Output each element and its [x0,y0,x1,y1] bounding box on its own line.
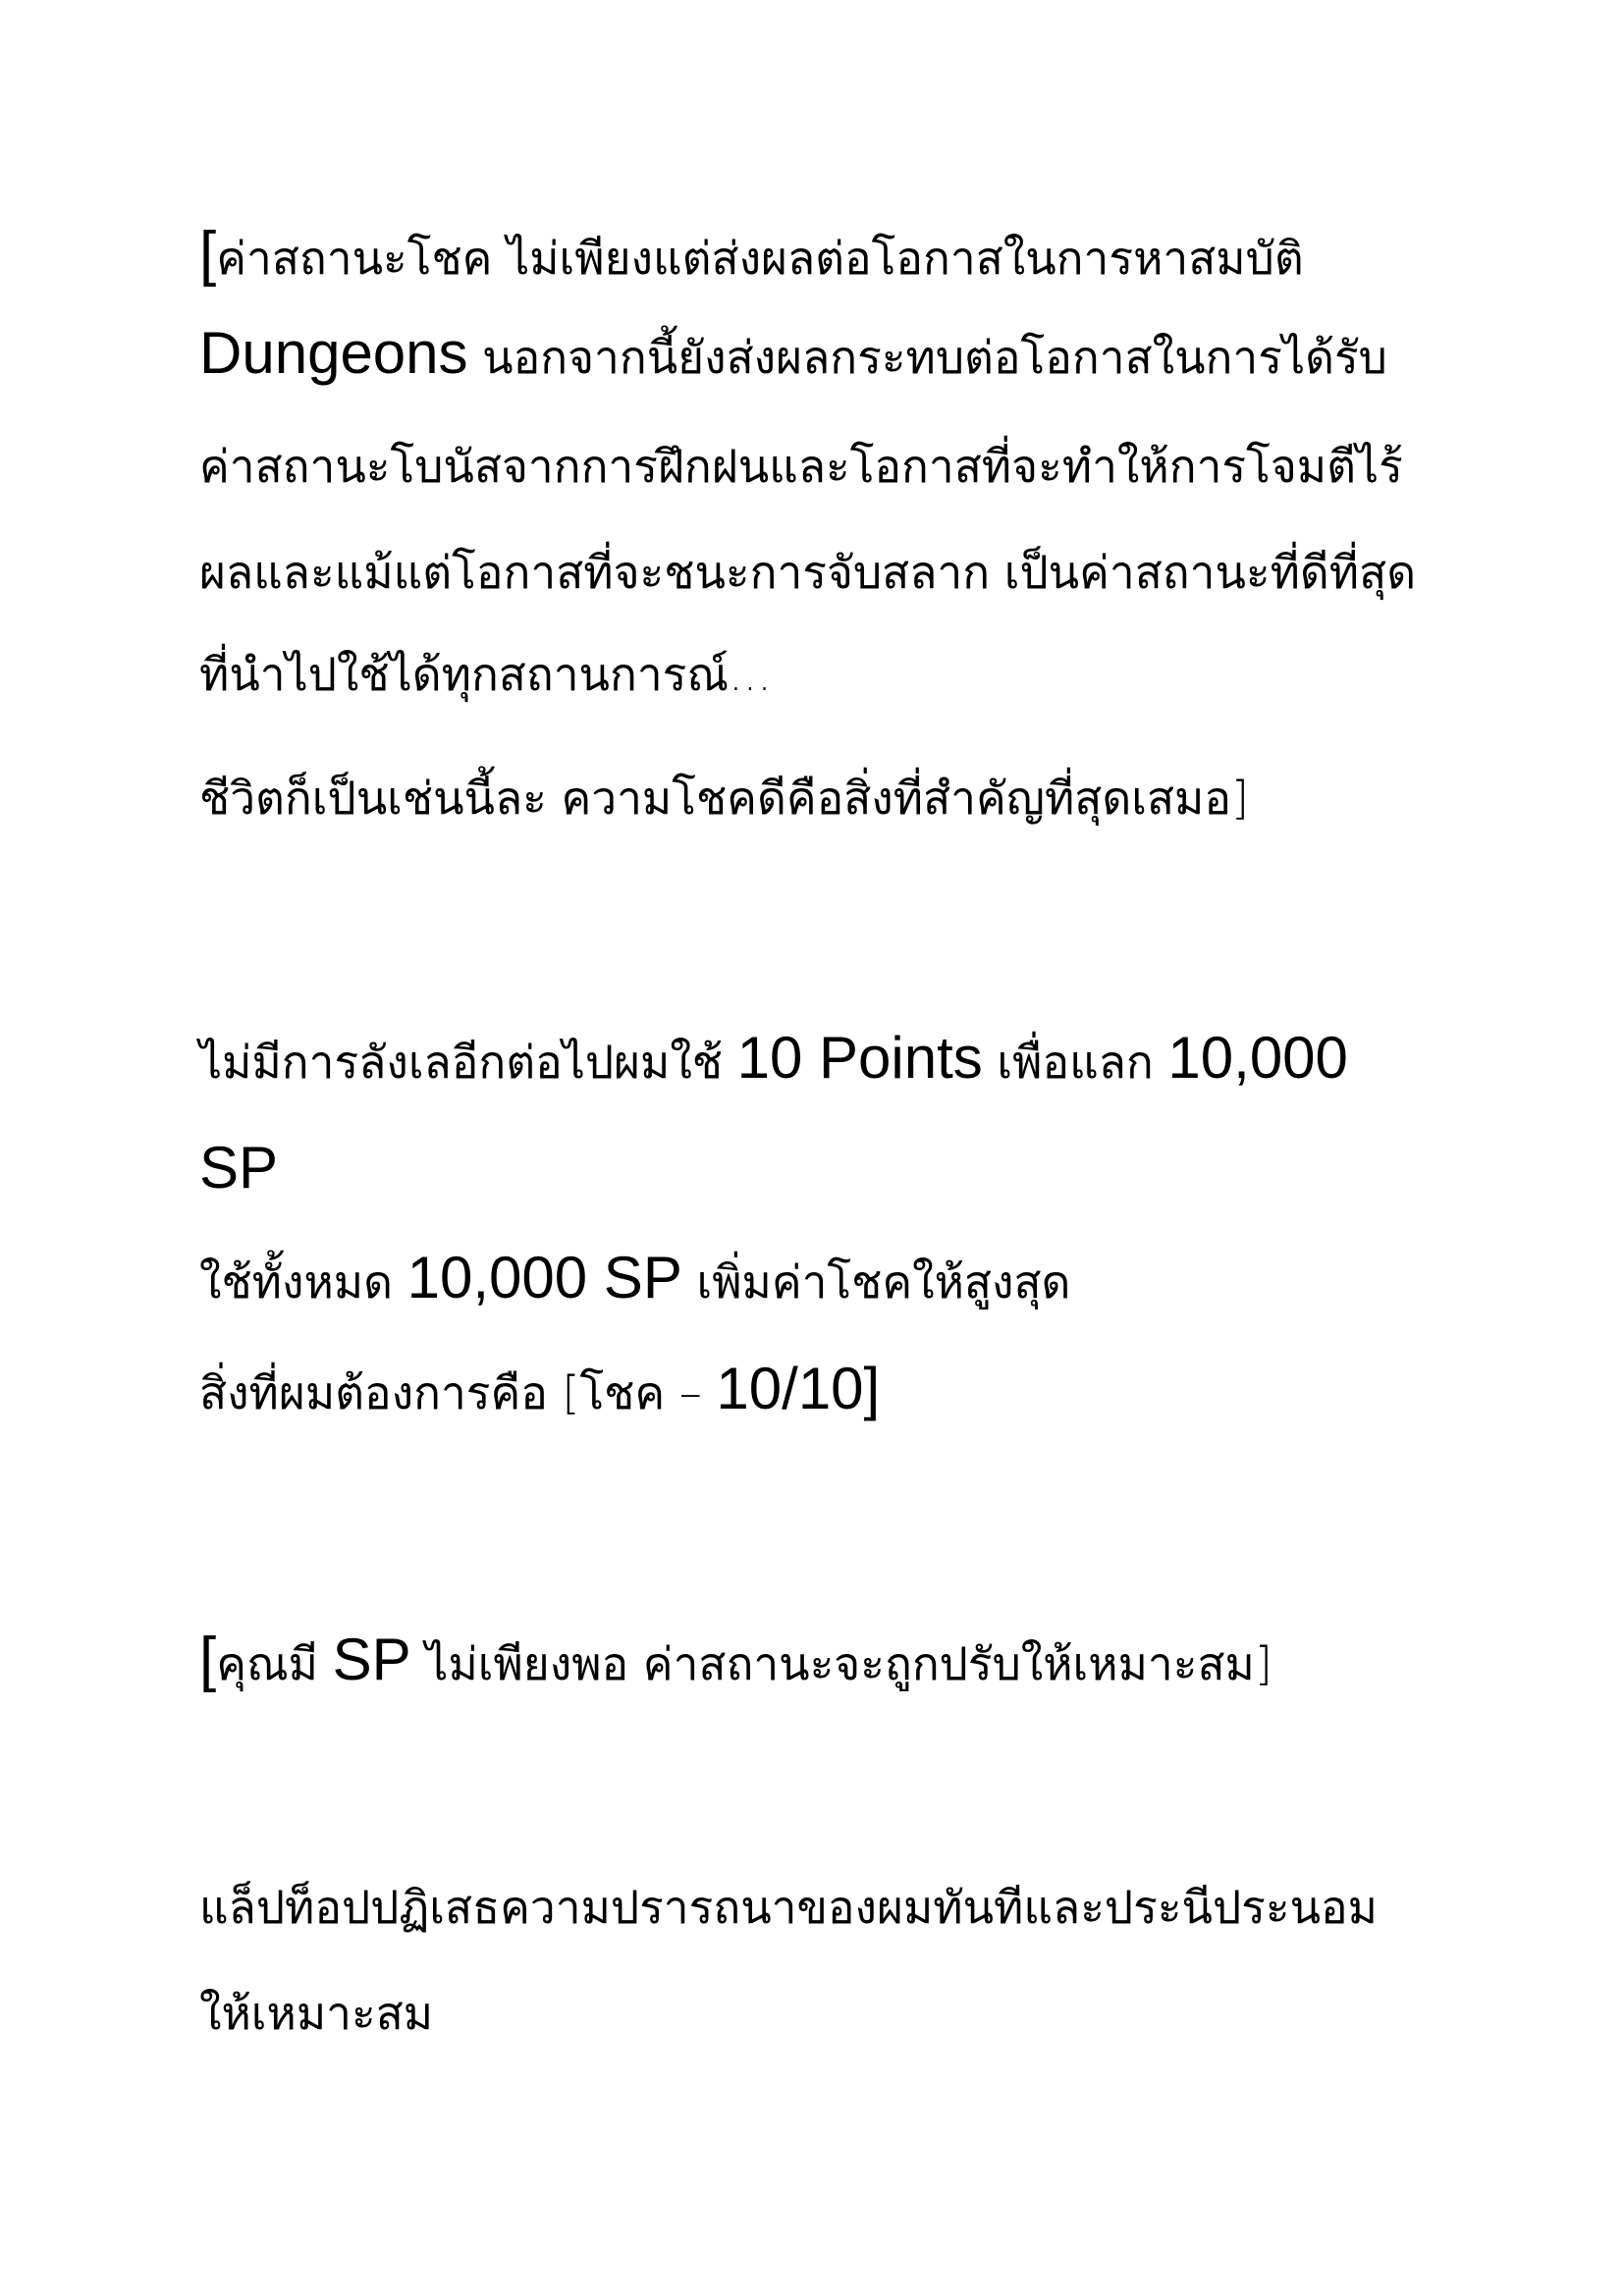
text-run: ให้เหมาะสม [199,1987,434,2040]
text-line [199,1245,1071,1310]
text-line [199,1881,1378,1934]
text-run: ผลและแม้แต่โอกาสที่จะชนะการจับสลาก เป็นค่าสถานะที่ดีที่สุด [199,546,1417,599]
text-line [199,1135,279,1201]
text-line [199,1025,1348,1091]
text-line [199,1626,1272,1693]
text-run-latin: 10,000 SP [406,1245,682,1310]
text-run: คุณมี [216,1637,333,1690]
text-run: ค่าสถานะโบนัสจากการฝึกฝนและโอกาสที่จะทำให้การโจมตีไร้ [199,440,1403,493]
text-run-latin: SP [332,1627,411,1692]
open-bracket: [ [199,220,217,288]
text-run: เพื่อแลก [982,1036,1168,1089]
text-run: แล็ปท็อปปฏิเสธความปรารถนาของผมทันทีและประนีประนอม [199,1881,1378,1934]
open-bracket: [ [199,1626,217,1693]
text-line [199,546,1417,599]
text-run: สิ่งที่ผมต้องการคือ [โชค – [199,1366,717,1419]
text-run-latin: 10/10] [716,1356,881,1421]
text-run-latin: 10 Points [736,1025,983,1091]
text-line [199,1356,881,1421]
text-run: ใช้ทั้งหมด [199,1255,407,1308]
text-run: นอกจากนี้ยังส่งผลกระทบต่อโอกาสในการได้รับ [467,331,1387,384]
text-run: ค่าสถานะโชค ไม่เพียงแต่ส่งผลต่อโอกาสในการหาสมบัติ [216,232,1304,285]
text-run: ไม่มีการลังเลอีกต่อไปผมใช้ [199,1036,737,1089]
text-line [199,220,1304,288]
text-run: ชีวิตก็เป็นเช่นนี้ละ ความโชคดีคือสิ่งที่สำคัญที่สุดเสมอ] [199,772,1249,825]
text-run-latin: SP [199,1135,279,1201]
text-line [199,648,772,701]
text-run: ไม่เพียงพอ ค่าสถานะจะถูกปรับให้เหมาะสม] [410,1637,1272,1690]
text-line [199,772,1249,825]
text-line [199,1987,434,2040]
text-run: เพิ่มค่าโชคให้สูงสุด [681,1255,1071,1308]
text-run: ที่นำไปใช้ได้ทุกสถานการณ์... [199,648,772,701]
text-line [199,440,1403,493]
text-run-latin: 10,000 [1167,1025,1348,1091]
text-run-latin: Dungeons [199,320,468,386]
text-line [199,320,1387,386]
